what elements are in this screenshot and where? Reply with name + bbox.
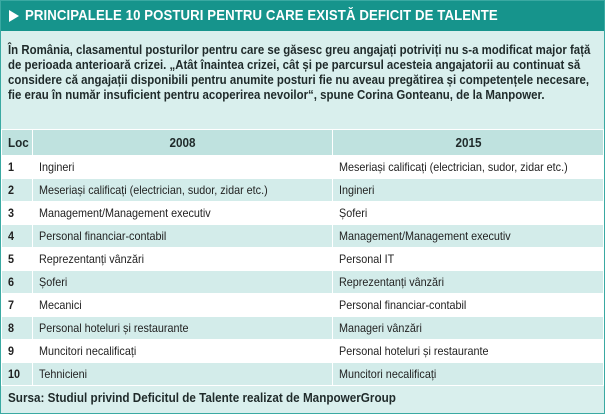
job-2008-cell: Muncitori necalificați [33,340,333,363]
job-2015-cell: Management/Management executiv [333,225,604,248]
header-2015: 2015 [333,130,604,156]
rank-cell: 2 [2,179,33,202]
table-header-row [2,130,604,156]
job-2008-cell: Personal financiar-contabil [33,225,333,248]
title-bar [1,1,604,31]
header-2008: 2008 [33,130,333,156]
job-2015-cell: Personal IT [333,248,604,271]
rank-cell: 6 [2,271,33,294]
job-2015-cell: Muncitori necalificați [333,363,604,386]
job-2015-cell: Meseriași calificați (electrician, sudor, zidar etc.) [333,156,604,179]
triangle-icon [9,10,19,22]
job-2008-cell: Meseriași calificați (electrician, sudor, zidar etc.) [33,179,333,202]
job-2015-cell: Ingineri [333,179,604,202]
source-note: Sursa: Studiul privind Deficitul de Talente realizat de ManpowerGroup [8,390,396,405]
rank-cell: 3 [2,202,33,225]
table-row [2,202,604,225]
table-row [2,363,604,386]
page-title: PRINCIPALELE 10 POSTURI PENTRU CARE EXISTĂ DEFICIT DE TALENTE [25,7,498,24]
table-row [2,271,604,294]
table-row [2,248,604,271]
job-2008-cell: Personal hoteluri și restaurante [33,317,333,340]
job-2015-cell: Manageri vânzări [333,317,604,340]
table-row [2,294,604,317]
job-2008-cell: Mecanici [33,294,333,317]
header-loc: Loc [2,130,33,156]
job-2015-cell: Personal hoteluri și restaurante [333,340,604,363]
rank-cell: 4 [2,225,33,248]
rank-cell: 10 [2,363,33,386]
table-row [2,156,604,179]
rank-cell: 1 [2,156,33,179]
rank-cell: 9 [2,340,33,363]
table-row [2,225,604,248]
rank-cell: 5 [2,248,33,271]
table-row [2,179,604,202]
rank-cell: 8 [2,317,33,340]
job-2008-cell: Tehnicieni [33,363,333,386]
job-2015-cell: Personal financiar-contabil [333,294,604,317]
job-2008-cell: Reprezentanți vânzări [33,248,333,271]
intro-paragraph: În România, clasamentul posturilor pentru care se găsesc greu angajați potriviți nu s-a modificat major față de perioada anterioară crizei. „Atât înaintea crizei, cât și pe parcursul acesteia angajatorii au continuat să considere că angajații disponibili pentru anumite posturi fie nu aveau pregătirea și competențele necesare, fie erau în număr insuficient pentru acoperirea nevoilor“, spune Corina Gonteanu, de la Manpower. [8,42,591,102]
job-2015-cell: Șoferi [333,202,604,225]
rank-cell: 7 [2,294,33,317]
job-2008-cell: Management/Management executiv [33,202,333,225]
job-2008-cell: Ingineri [33,156,333,179]
table-row [2,317,604,340]
ranking-table [1,129,604,386]
job-2015-cell: Reprezentanți vânzări [333,271,604,294]
table-row [2,340,604,363]
job-2008-cell: Șoferi [33,271,333,294]
